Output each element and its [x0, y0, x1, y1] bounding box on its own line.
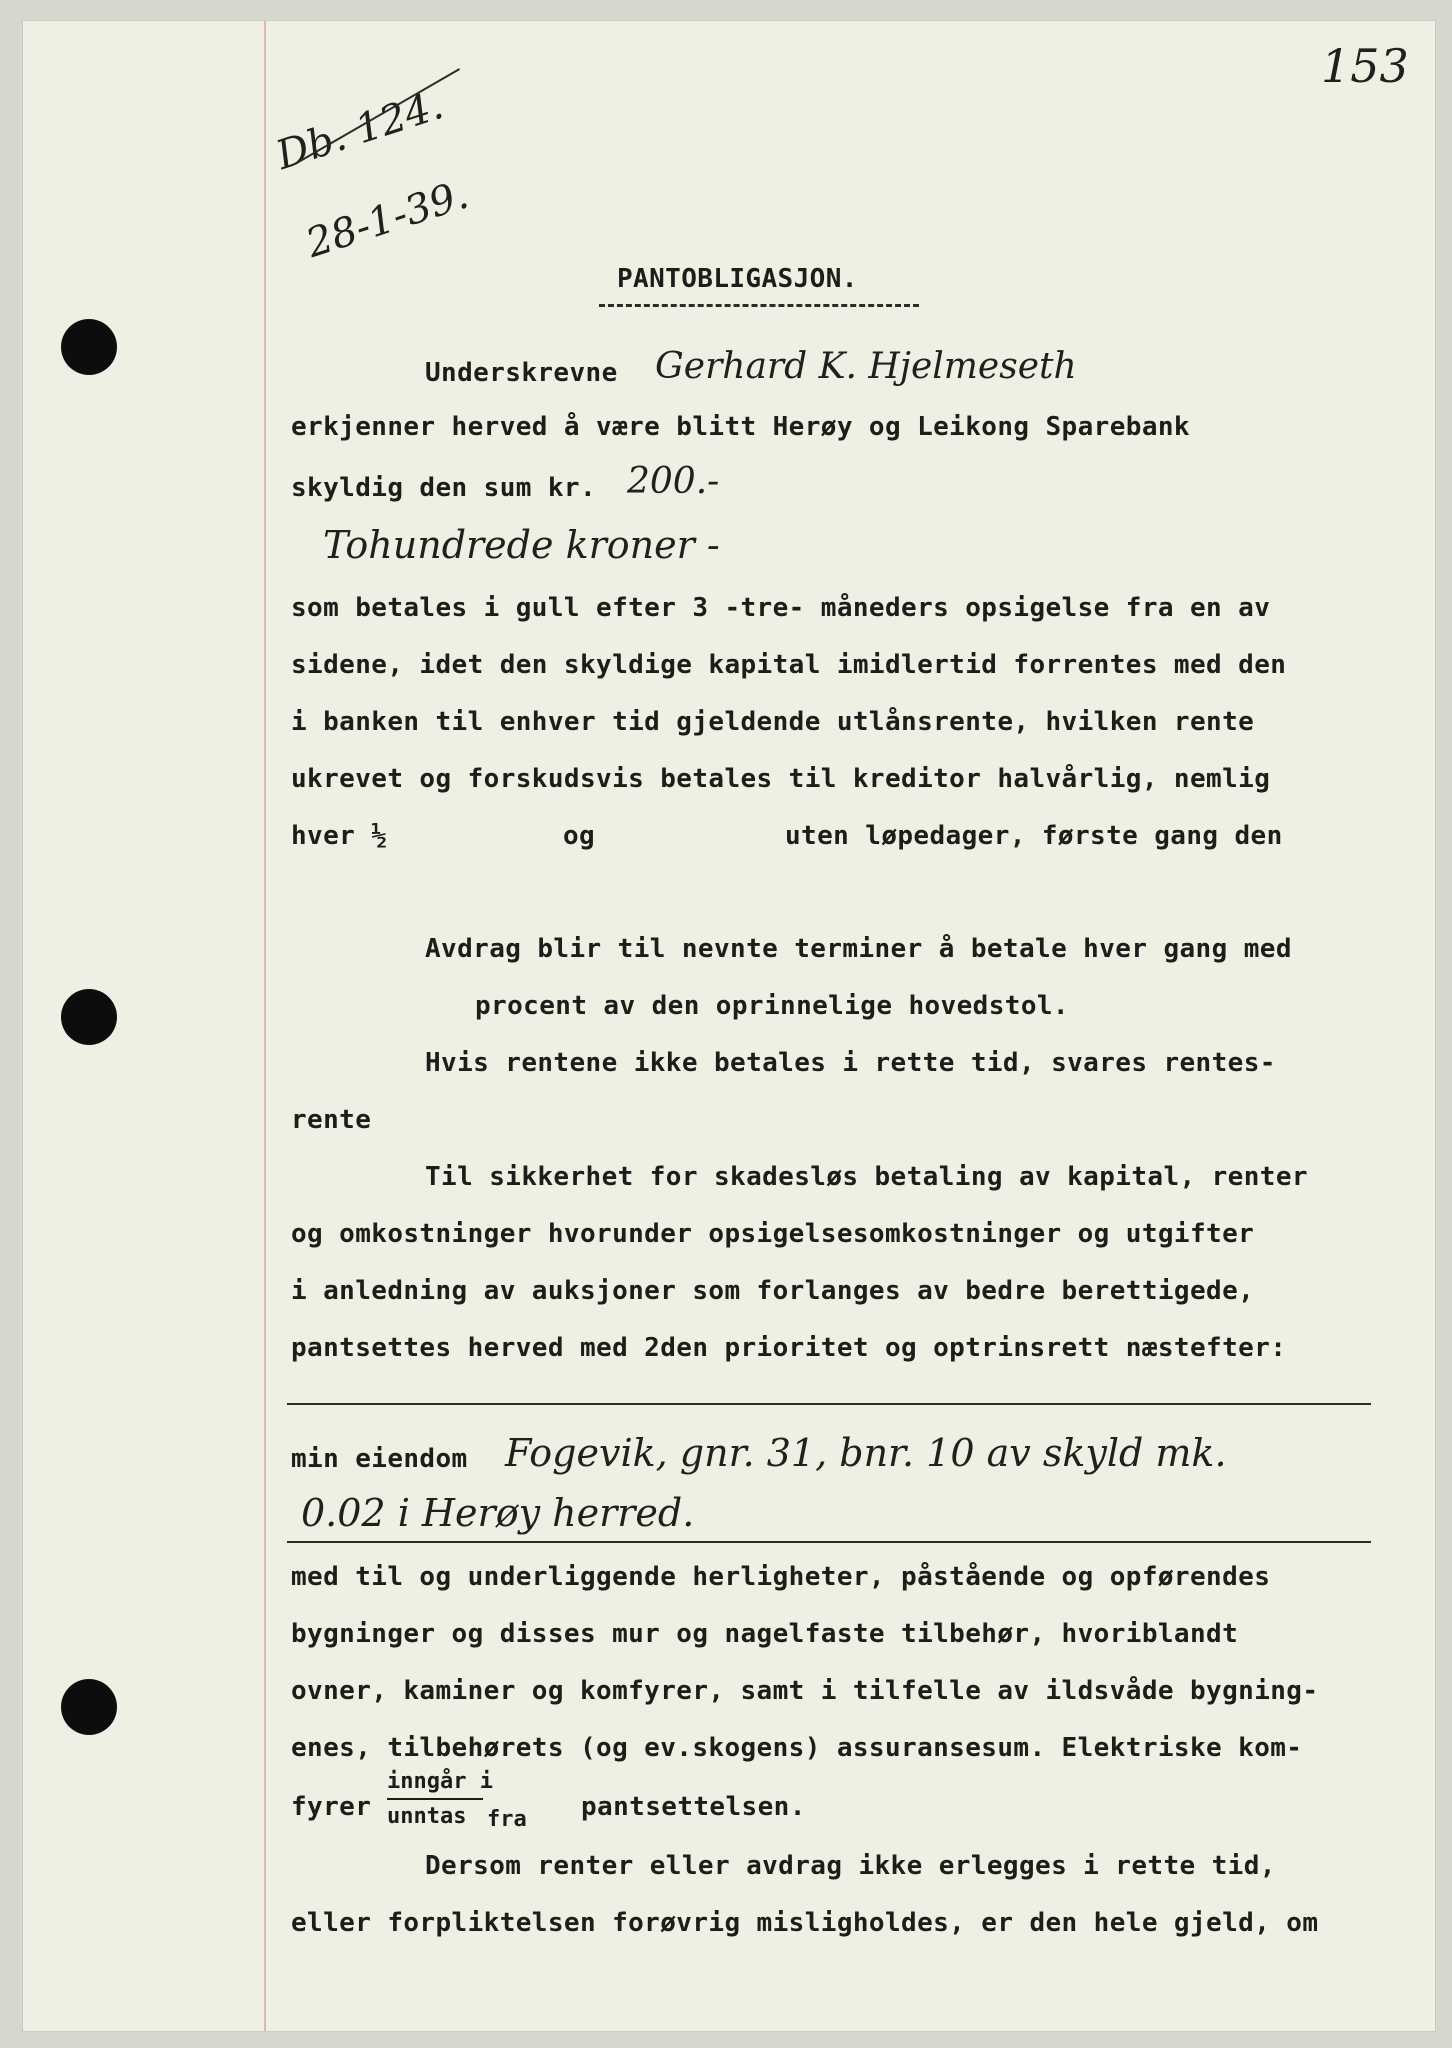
property-top-rule [287, 1403, 1371, 1405]
closing-line: eller forpliktelsen forøvrig misligholdes, er den hele gjeld, om [291, 1908, 1319, 1938]
fyrer-rest: pantsettelsen. [581, 1792, 806, 1822]
page-number: 153 [1321, 39, 1409, 93]
margin-note-docket: Db. 124. [270, 82, 449, 179]
installment-line: procent av den oprinnelige hovedstol. [475, 991, 1069, 1021]
acknowledgement-line: erkjenner herved å være blitt Herøy og Leikong Sparebank [291, 412, 1190, 442]
terms-rest: uten løpedager, første gang den [785, 821, 1283, 851]
margin-note-date: 28-1-39. [300, 171, 474, 267]
document-page [22, 20, 1436, 2032]
punch-hole [61, 319, 117, 375]
fyrer-prefix: fyrer [291, 1792, 372, 1822]
appurtenance-line: bygninger og disses mur og nagelfaste tilbehør, hvoriblandt [291, 1619, 1239, 1649]
body-line: i banken til enhver tid gjeldende utlånsrente, hvilken rente [291, 707, 1255, 737]
installment-line: Avdrag blir til nevnte terminer å betale hver gang med [425, 934, 1292, 964]
security-line: Til sikkerhet for skadesløs betaling av kapital, renter [425, 1162, 1308, 1192]
security-line: og omkostninger hvorunder opsigelsesomkostninger og utgifter [291, 1219, 1255, 1249]
appurtenance-line: enes, tilbehørets (og ev.skogens) assuransesum. Elektriske kom- [291, 1733, 1303, 1763]
amount-prefix: skyldig den sum kr. [291, 473, 597, 503]
fyrer-option-divider [387, 1798, 483, 1800]
property-description-handwritten: Fogevik, gnr. 31, bnr. 10 av skyld mk. [505, 1431, 1227, 1475]
fyrer-option-upper: inngår i [387, 1769, 493, 1794]
appurtenance-line: med til og underliggende herligheter, påstående og opførendes [291, 1562, 1271, 1592]
fyrer-option-lower: unntas [387, 1804, 467, 1829]
body-line: ukrevet og forskudsvis betales til kreditor halvårlig, nemlig [291, 764, 1271, 794]
body-line: sidene, idet den skyldige kapital imidlertid forrentes med den [291, 650, 1287, 680]
interest-line: rente [291, 1105, 372, 1135]
terms-hver: hver ½ [291, 821, 388, 851]
body-line: som betales i gull efter 3 -tre- måneders opsigelse fra en av [291, 593, 1271, 623]
margin-rule [264, 21, 266, 2031]
fyrer-fra: fra [487, 1807, 527, 1832]
punch-hole [61, 1679, 117, 1735]
appurtenance-line: ovner, kaminer og komfyrer, samt i tilfelle av ildsvåde bygning- [291, 1676, 1319, 1706]
terms-og: og [563, 821, 596, 851]
property-prefix: min eiendom [291, 1444, 468, 1474]
debtor-prefix: Underskrevne [425, 358, 618, 388]
debtor-name-handwritten: Gerhard K. Hjelmeseth [655, 346, 1077, 387]
property-description-handwritten: 0.02 i Herøy herred. [301, 1491, 695, 1535]
punch-hole [61, 989, 117, 1045]
title-underline [599, 304, 919, 307]
interest-line: Hvis rentene ikke betales i rette tid, svares rentes- [425, 1048, 1276, 1078]
closing-line: Dersom renter eller avdrag ikke erlegges i rette tid, [425, 1851, 1276, 1881]
security-line: i anledning av auksjoner som forlanges av bedre berettigede, [291, 1276, 1255, 1306]
security-line: pantsettes herved med 2den prioritet og optrinsrett næstefter: [291, 1333, 1287, 1363]
property-bottom-rule [287, 1541, 1371, 1543]
document-title: PANTOBLIGASJON. [617, 264, 858, 294]
amount-words-handwritten: Tohundrede kroner - [323, 523, 720, 567]
amount-figure-handwritten: 200.- [627, 461, 720, 502]
